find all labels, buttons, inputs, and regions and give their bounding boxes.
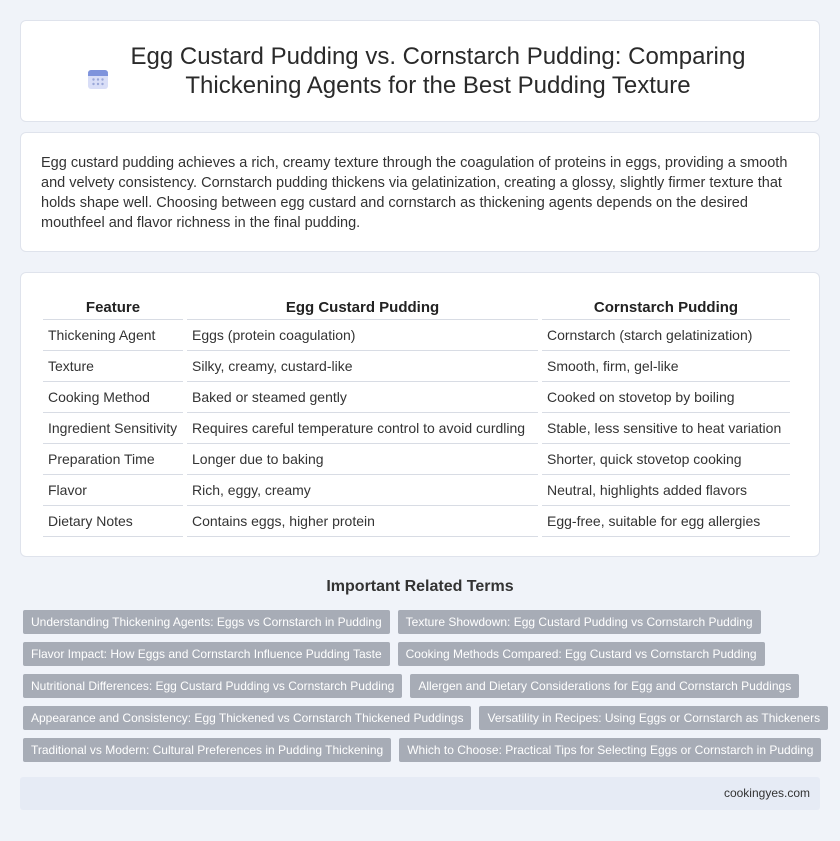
tag-row: [23, 642, 823, 666]
cell-feature: Texture: [43, 351, 183, 382]
tag-row: [23, 674, 823, 698]
cell-feature: Cooking Method: [43, 382, 183, 413]
tag-row: [23, 738, 823, 762]
table-row: [43, 382, 790, 413]
cell-feature: Thickening Agent: [43, 320, 183, 351]
intro-card: [20, 132, 820, 252]
cell-corn: Cooked on stovetop by boiling: [542, 382, 790, 413]
header-egg-custard: Egg Custard Pudding: [187, 293, 538, 320]
cell-feature: Dietary Notes: [43, 506, 183, 537]
cell-egg: Rich, eggy, creamy: [187, 475, 538, 506]
cell-feature: Flavor: [43, 475, 183, 506]
comparison-table: [39, 293, 794, 537]
cell-corn: Smooth, firm, gel-like: [542, 351, 790, 382]
related-term-link[interactable]: Allergen and Dietary Considerations for Egg and Cornstarch Puddings: [410, 674, 799, 698]
tag-row: [23, 706, 823, 730]
cell-corn: Stable, less sensitive to heat variation: [542, 413, 790, 444]
header-cornstarch: Cornstarch Pudding: [542, 293, 790, 320]
cell-egg: Requires careful temperature control to avoid curdling: [187, 413, 538, 444]
related-term-link[interactable]: Texture Showdown: Egg Custard Pudding vs Cornstarch Pudding: [398, 610, 761, 634]
related-term-link[interactable]: Traditional vs Modern: Cultural Preferences in Pudding Thickening: [23, 738, 391, 762]
related-term-link[interactable]: Flavor Impact: How Eggs and Cornstarch Influence Pudding Taste: [23, 642, 390, 666]
cell-egg: Eggs (protein coagulation): [187, 320, 538, 351]
related-terms-title: Important Related Terms: [326, 578, 514, 595]
intro-paragraph: Egg custard pudding achieves a rich, creamy texture through the coagulation of proteins in eggs, providing a smooth and velvety consistency. Cornstarch pudding thickens via gelatinization, creating a glossy, slightly firmer texture that holds shape well. Choosing between egg custard and cornstarch as thickening agents depends on the desired mouthfeel and flavor richness in the final pudding.: [41, 155, 788, 231]
cell-egg: Baked or steamed gently: [187, 382, 538, 413]
cell-egg: Silky, creamy, custard-like: [187, 351, 538, 382]
table-row: [43, 351, 790, 382]
cell-egg: Longer due to baking: [187, 444, 538, 475]
related-terms-tags: [23, 610, 823, 770]
related-term-link[interactable]: Nutritional Differences: Egg Custard Pudding vs Cornstarch Pudding: [23, 674, 402, 698]
table-row: [43, 320, 790, 351]
table-row: [43, 475, 790, 506]
comparison-table-card: [20, 272, 820, 557]
cell-feature: Preparation Time: [43, 444, 183, 475]
table-row: [43, 413, 790, 444]
page-title: Egg Custard Pudding vs. Cornstarch Pudding: Comparing Thickening Agents for the Best Pudding Texture: [130, 43, 746, 99]
cell-corn: Neutral, highlights added flavors: [542, 475, 790, 506]
cell-feature: Ingredient Sensitivity: [43, 413, 183, 444]
table-row: [43, 444, 790, 475]
table-header-row: [43, 293, 790, 320]
table-row: [43, 506, 790, 537]
related-term-link[interactable]: Cooking Methods Compared: Egg Custard vs Cornstarch Pudding: [398, 642, 765, 666]
tag-row: [23, 610, 823, 634]
cell-corn: Cornstarch (starch gelatinization): [542, 320, 790, 351]
title-card: [20, 20, 820, 122]
calendar-icon: [87, 68, 109, 90]
header-feature: Feature: [43, 293, 183, 320]
cell-corn: Shorter, quick stovetop cooking: [542, 444, 790, 475]
footer: [20, 777, 820, 810]
cell-corn: Egg-free, suitable for egg allergies: [542, 506, 790, 537]
cell-egg: Contains eggs, higher protein: [187, 506, 538, 537]
related-term-link[interactable]: Which to Choose: Practical Tips for Selecting Eggs or Cornstarch in Pudding: [399, 738, 821, 762]
related-term-link[interactable]: Appearance and Consistency: Egg Thickened vs Cornstarch Thickened Puddings: [23, 706, 471, 730]
footer-site-name: cookingyes.com: [723, 786, 810, 800]
related-term-link[interactable]: Understanding Thickening Agents: Eggs vs Cornstarch in Pudding: [23, 610, 390, 634]
related-term-link[interactable]: Versatility in Recipes: Using Eggs or Cornstarch as Thickeners: [479, 706, 828, 730]
